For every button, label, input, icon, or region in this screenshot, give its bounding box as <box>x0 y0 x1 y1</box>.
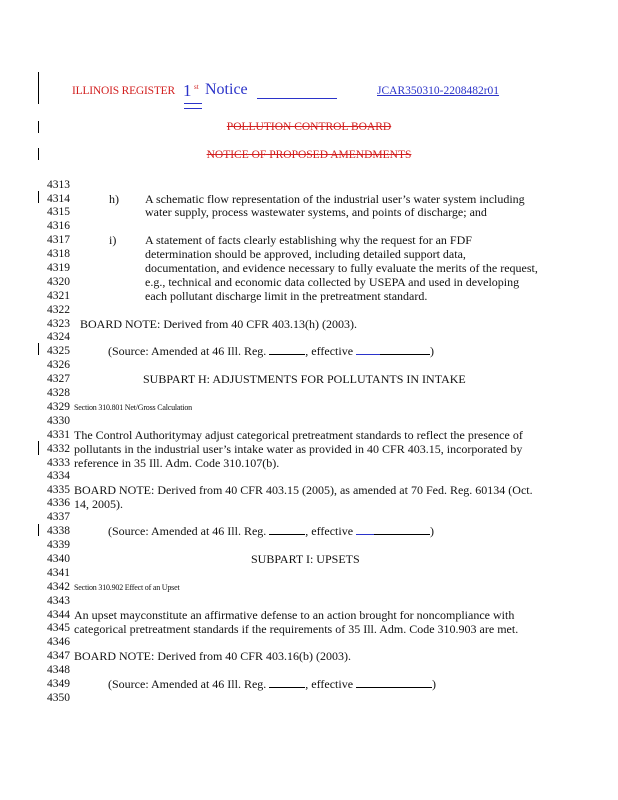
line-number: 4336 <box>47 497 70 509</box>
effective-date-blank <box>356 344 380 355</box>
section-heading: Section 310.801 Net/Gross Calculation <box>74 403 192 412</box>
source-note-close: ) <box>430 344 435 358</box>
effective-date-blank <box>374 524 430 535</box>
line-number: 4318 <box>47 248 70 260</box>
line-number: 4348 <box>47 664 70 676</box>
line-number: 4317 <box>47 234 70 246</box>
line-number: 4344 <box>47 609 70 621</box>
item-h-text: water supply, process wastewater systems, and points of discharge; and <box>145 205 487 219</box>
subpart-heading: SUBPART I: UPSETS <box>251 552 360 566</box>
line-number: 4315 <box>47 206 70 218</box>
subpart-heading: SUBPART H: ADJUSTMENTS FOR POLLUTANTS IN INTAKE <box>143 372 466 386</box>
item-i-text: determination should be approved, including detailed support data, <box>145 247 466 261</box>
item-h-text: A schematic flow representation of the industrial user’s water system including <box>145 192 525 206</box>
line-number: 4321 <box>47 290 70 302</box>
line-number: 4347 <box>47 650 70 662</box>
line-number: 4335 <box>47 484 70 496</box>
board-note: BOARD NOTE: Derived from 40 CFR 403.16(b) (2003). <box>74 649 351 663</box>
effective-date-blank <box>356 677 432 688</box>
register-page-blank <box>269 344 305 355</box>
line-number: 4346 <box>47 636 70 648</box>
line-number: 4322 <box>47 304 70 316</box>
line-number: 4316 <box>47 220 70 232</box>
line-number: 4329 <box>47 401 70 413</box>
line-number: 4337 <box>47 511 70 523</box>
line-number: 4349 <box>47 678 70 690</box>
board-note: BOARD NOTE: Derived from 40 CFR 403.15 (2005), as amended at 70 Fed. Reg. 60134 (Oct. <box>74 483 533 497</box>
source-note-effective: , effective <box>305 677 357 691</box>
section-paragraph: categorical pretreatment standards if the requirements of 35 Ill. Adm. Code 310.903 are met. <box>74 622 519 636</box>
effective-date-blank <box>356 524 374 535</box>
line-number: 4345 <box>47 622 70 634</box>
source-note <box>108 344 434 359</box>
line-number: 4350 <box>47 692 70 704</box>
line-number: 4343 <box>47 595 70 607</box>
item-h-label: h) <box>109 192 119 206</box>
change-bar <box>38 524 39 536</box>
item-i-text: each pollutant discharge limit in the pretreatment standard. <box>145 289 428 303</box>
source-note <box>108 677 436 692</box>
line-number: 4339 <box>47 539 70 551</box>
line-number: 4334 <box>47 470 70 482</box>
line-number: 4319 <box>47 262 70 274</box>
line-number: 4324 <box>47 331 70 343</box>
header-double-underline <box>184 103 202 109</box>
effective-date-blank <box>380 344 430 355</box>
change-bar <box>38 191 39 203</box>
register-page-blank <box>269 524 305 535</box>
line-number: 4313 <box>47 179 70 191</box>
section-paragraph: reference in 35 Ill. Adm. Code 310.107(b). <box>74 456 280 470</box>
line-number: 4320 <box>47 276 70 288</box>
source-note-text: (Source: Amended at 46 Ill. Reg. <box>108 344 270 358</box>
line-number: 4314 <box>47 193 70 205</box>
line-number: 4332 <box>47 443 70 455</box>
source-note-close: ) <box>432 677 437 691</box>
source-note-text: (Source: Amended at 46 Ill. Reg. <box>108 677 270 691</box>
item-i-label: i) <box>109 233 117 247</box>
change-bar <box>38 72 39 104</box>
line-number: 4341 <box>47 567 70 579</box>
section-heading: Section 310.902 Effect of an Upset <box>74 583 180 592</box>
line-number: 4342 <box>47 581 70 593</box>
source-note-close: ) <box>430 524 435 538</box>
agency-title: POLLUTION CONTROL BOARD <box>226 121 392 133</box>
change-bar <box>38 343 39 355</box>
register-title: ILLINOIS REGISTER <box>72 85 175 97</box>
line-number: 4323 <box>47 318 70 330</box>
line-number: 4326 <box>47 359 70 371</box>
source-note <box>108 524 434 539</box>
issue-number: 1 <box>183 81 192 100</box>
source-note-effective: , effective <box>305 344 357 358</box>
line-number: 4331 <box>47 429 70 441</box>
section-paragraph: pollutants in the industrial user’s intake water as provided in 40 CFR 403.15, incorporated by <box>74 442 523 456</box>
item-i-text: e.g., technical and economic data collected by USEPA and used in developing <box>145 275 520 289</box>
source-note-text: (Source: Amended at 46 Ill. Reg. <box>108 524 270 538</box>
section-paragraph: The Control Authoritymay adjust categorical pretreatment standards to reflect the presence of <box>74 428 523 442</box>
notice-label: Notice <box>205 81 248 98</box>
item-i-text: A statement of facts clearly establishing why the request for an FDF <box>145 233 472 247</box>
line-number: 4330 <box>47 415 70 427</box>
source-note-effective: , effective <box>305 524 357 538</box>
line-number: 4328 <box>47 387 70 399</box>
line-number: 4338 <box>47 525 70 537</box>
page-header <box>72 82 592 112</box>
register-page-blank <box>269 677 305 688</box>
item-i-text: documentation, and evidence necessary to fully evaluate the merits of the request, <box>145 261 538 275</box>
line-number: 4340 <box>47 553 70 565</box>
board-note: BOARD NOTE: Derived from 40 CFR 403.13(h) (2003). <box>80 317 357 331</box>
board-note: 14, 2005). <box>74 497 123 511</box>
section-paragraph: An upset mayconstitute an affirmative defense to an action brought for noncompliance with <box>74 608 515 622</box>
line-number: 4325 <box>47 345 70 357</box>
issue-number-suffix: st <box>194 83 199 91</box>
header-underline <box>257 98 337 99</box>
line-number: 4327 <box>47 373 70 385</box>
document-id: JCAR350310-2208482r01 <box>377 85 500 97</box>
line-number: 4333 <box>47 457 70 469</box>
change-bar <box>38 441 39 455</box>
notice-title: NOTICE OF PROPOSED AMENDMENTS <box>206 149 412 161</box>
